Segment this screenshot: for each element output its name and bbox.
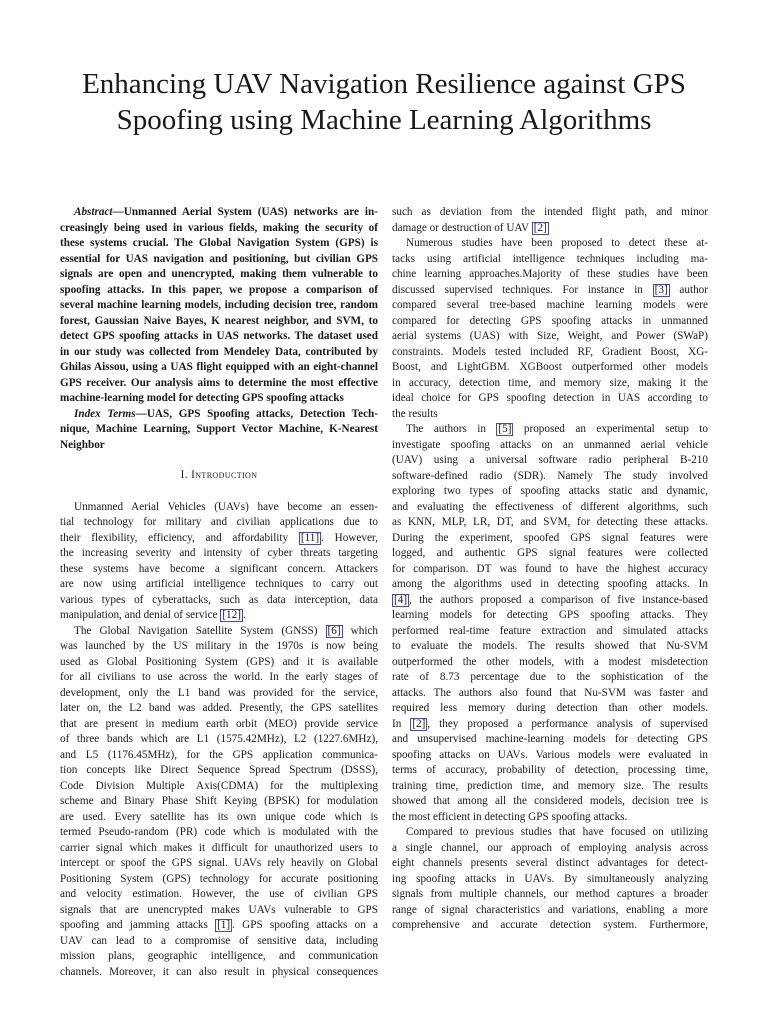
body-line: tacks using artificial intelligence techniques including ma- (392, 252, 708, 265)
abstract-line: essential for UAS navigation and positioning, but civilian GPS (60, 252, 378, 265)
body-line: development, only the L1 band was provided for the service, (60, 686, 378, 699)
body-line: learning models for detecting GPS spoofing attacks. They (392, 609, 708, 621)
body-line: used as Global Positioning System (GPS) and it is available (60, 655, 378, 668)
body-line: training time, prediction time, and memory size. The results (392, 779, 708, 792)
body-line: ing spoofing attacks in UAVs. By simultaneously analyzing (392, 872, 708, 885)
body-line: In [2] , they proposed a performance analysis of supervised (392, 717, 708, 730)
right-column (392, 205, 708, 934)
body-line: spoofing attacks on UAVs. Various models were evaluated in (392, 748, 708, 761)
body-line: (UAV) using a universal software radio peripheral B-210 (392, 454, 708, 466)
body-line: for all civilians to use across the world. In the early stages of (60, 671, 378, 683)
left-column (60, 205, 378, 980)
abstract-line: Abstract—Unmanned Aerial System (UAS) networks are in- (74, 206, 378, 218)
body-line: eight channels presents several distinct advantages for detect- (392, 857, 708, 869)
paper-title (40, 66, 728, 138)
body-line: The authors in [5] proposed an experimental setup to (406, 423, 708, 435)
body-line: and L5 (1176.45MHz), for the GPS application communica- (60, 748, 378, 761)
body-line: compared several tree-based machine learning models were (392, 299, 708, 311)
abstract-line: GPS receiver. Our analysis aims to determine the most effective (60, 376, 378, 389)
body-line: Positioning System (GPS) technology for accurate positioning (60, 872, 378, 885)
body-line: range of signal characteristics and variations, enabling a more (392, 903, 708, 916)
body-line: was launched by the US military in the 1970s is now being (60, 640, 378, 652)
body-line: discussed supervised techniques. For instance in [3] author (392, 283, 708, 296)
body-line: in accuracy, detection time, and memory size, making it the (392, 376, 708, 389)
body-line: comprehensive and accurate detection system. Furthermore, (392, 919, 708, 931)
body-line: for comparison. DT was found to have the highest accuracy (392, 562, 708, 575)
abstract-line: spoofing attacks. In this paper, we propose a comparison of (60, 283, 378, 296)
abstract-line: forest, Gaussian Naive Bayes, K nearest neighbor, and SVM, to (60, 314, 378, 327)
body-line: investigate spoofing attacks on an unmanned aerial vehicle (392, 438, 708, 451)
abstract (60, 205, 378, 407)
body-line: Boost, and LightGBM. XGBoost outperformed other models (392, 361, 708, 373)
body-line: Code Division Multiple Axis(CDMA) for the multiplexing (60, 779, 378, 792)
title-line-2: Spoofing using Machine Learning Algorithms (116, 104, 652, 136)
citation-link[interactable]: [5] (498, 423, 512, 435)
abstract-line: signals are open and unencrypted, making them vulnerable to (60, 268, 378, 280)
body-line: as KNN, MLP, LR, DT, and SVM, for detecting these attacks. (392, 516, 708, 528)
citation-link[interactable]: [11] (300, 531, 320, 544)
section-heading-introduction (60, 468, 378, 484)
body-line: compared for detecting GPS spoofing attacks in unmanned (392, 314, 708, 327)
body-line: chine learning approaches.Majority of these studies have been (392, 268, 708, 280)
citation-link[interactable]: [12] (222, 609, 241, 621)
body-line: that are present in medium earth orbit (MEO) provide service (60, 717, 378, 730)
citation-link[interactable]: [3] (654, 283, 668, 296)
body-line: to evaluate the models. The results showed that Nu-SVM (392, 640, 708, 652)
body-line: intercept or spoof the GPS signal. UAVs rely heavily on Global (60, 857, 378, 869)
section-number: I. (180, 469, 188, 481)
abstract-label: Abstract (74, 206, 113, 218)
body-line: During the experiment, spoofed GPS signal features were (392, 531, 708, 544)
body-line: damage or destruction of UAV [2] (392, 221, 547, 234)
body-line: tial technology for military and civilian applications due to (60, 516, 378, 528)
citation-link[interactable]: [1] (217, 919, 231, 931)
body-line: and evaluating the effectiveness of different algorithms, such (392, 500, 708, 513)
body-line: such as deviation from the intended flight path, and minor (392, 206, 708, 218)
body-line: outperformed the other models, with a modest misdetection (392, 655, 708, 668)
body-line: Compared to previous studies that have focused on utilizing (406, 826, 708, 838)
body-line: spoofing and jamming attacks [1] . GPS spoofing attacks on a (60, 919, 378, 931)
body-line: Unmanned Aerial Vehicles (UAVs) have become an essen- (74, 500, 378, 513)
body-line: their flexibility, efficiency, and affordability [11] . However, (60, 531, 378, 544)
abstract-line: creasingly being used in various fields, making the security of (60, 221, 378, 234)
body-line: signals from multiple channels, our method captures a broader (392, 888, 708, 900)
body-line: various types of cyberattacks, such as data interception, data (60, 593, 378, 606)
body-line: [4] , the authors proposed a comparison of five instance-based (394, 593, 708, 606)
citation-link[interactable]: [2] (412, 717, 426, 730)
citation-link[interactable]: [6] (327, 624, 341, 637)
index-terms-label: Index Terms (74, 407, 136, 420)
body-line: are now using artificial intelligence techniques to carry out (60, 578, 378, 590)
abstract-line: in our study was collected from Mendeley Data, contributed by (60, 345, 378, 358)
abstract-line: these systems crucial. The Global Navigation System (GPS) is (60, 237, 378, 249)
body-line: a single channel, our approach of employing analysis across (392, 841, 708, 854)
index-terms-line: nique, Machine Learning, Support Vector Machine, K-Nearest (60, 423, 378, 435)
body-line: termed Pseudo-random (PR) code which is modulated with the (60, 826, 378, 838)
body-line: tion concepts like Direct Sequence Spread Spectrum (DSSS), (60, 764, 378, 776)
body-line: required less memory during detection than other models. (392, 702, 708, 714)
body-line: signals that are unencrypted makes UAVs vulnerable to GPS (60, 903, 378, 916)
body-line: scheme and Binary Phase Shift Keying (BPSK) for modulation (60, 795, 378, 807)
body-line: rate of 8.73 percentage due to the sophistication of the (392, 671, 708, 683)
left-body (60, 500, 378, 981)
body-line: UAV can lead to a compromise of sensitive data, including (60, 934, 378, 947)
abstract-line: several machine learning models, including decision tree, random (60, 299, 378, 311)
body-line: logged, and authentic GPS signal features were collected (392, 547, 708, 559)
body-line: the increasing severity and intensity of cyber threats targeting (60, 547, 378, 559)
body-line: and velocity estimation. However, the use of civilian GPS (60, 888, 378, 900)
index-terms-line: Neighbor (60, 438, 105, 451)
body-line: constraints. Models tested included RF, Gradient Boost, XG- (392, 345, 708, 358)
body-line: software-defined radio (SDR). Namely The study involved (392, 469, 708, 482)
body-line: among the algorithms used in detecting spoofing attacks. In (392, 578, 708, 590)
body-line: Numerous studies have been proposed to detect these at- (406, 237, 708, 249)
body-line: aerial systems (UAS) with Size, Weight, and Power (SWaP) (392, 330, 708, 342)
body-line: these systems have become a significant concern. Attackers (60, 562, 378, 575)
abstract-line: detect GPS spoofing attacks in UAS networks. The dataset used (60, 330, 378, 342)
body-line: later on, the L2 band was added. Presently, the GPS satellites (60, 702, 378, 714)
body-line: exploring two types of spoofing attacks static and dynamic, (392, 485, 708, 497)
body-line: and unsupervised machine-learning models for detecting GPS (392, 733, 708, 745)
body-line: channels. Moreover, it can also result in physical consequences (60, 965, 378, 978)
body-line: are used. Every satellite has its own unique code which is (60, 810, 378, 823)
body-line: ideal choice for GPS spoofing detection in UAS according to (392, 392, 708, 404)
index-terms-line: Index Terms—UAS, GPS Spoofing attacks, Detection Tech- (74, 407, 378, 420)
index-terms (60, 407, 378, 454)
body-line: the results (392, 407, 438, 420)
body-line: attacks. The authors also found that Nu-SVM was faster and (392, 686, 708, 699)
body-line: performed real-time feature extraction and simulated attacks (392, 624, 708, 637)
body-line: of three bands which are L1 (1575.42MHz), L2 (1227.6MHz), (60, 733, 378, 745)
body-line: The Global Navigation Satellite System (GNSS) [6] which (74, 624, 378, 637)
abstract-line: machine-learning model for detecting GPS spoofing attacks (60, 392, 344, 404)
citation-link[interactable]: [2] (533, 221, 547, 234)
abstract-line: Ghilas Aissou, using a UAS flight equipped with an eight-channel (60, 361, 378, 373)
body-line: showed that among all the considered models, decision tree is (392, 795, 708, 807)
body-line: mission plans, geographic intelligence, and communication (60, 950, 378, 962)
body-line: carrier signal which makes it difficult for unauthorized users to (60, 841, 378, 854)
section-title: Introduction (191, 469, 258, 481)
body-line: terms of accuracy, probability of detection, processing time, (392, 764, 708, 776)
citation-link[interactable]: [4] (394, 593, 408, 606)
body-line: manipulation, and denial of service [12] . (60, 609, 246, 621)
title-line-1: Enhancing UAV Navigation Resilience against GPS (82, 68, 686, 100)
body-line: the most efficient in detecting GPS spoofing attacks. (392, 810, 628, 823)
